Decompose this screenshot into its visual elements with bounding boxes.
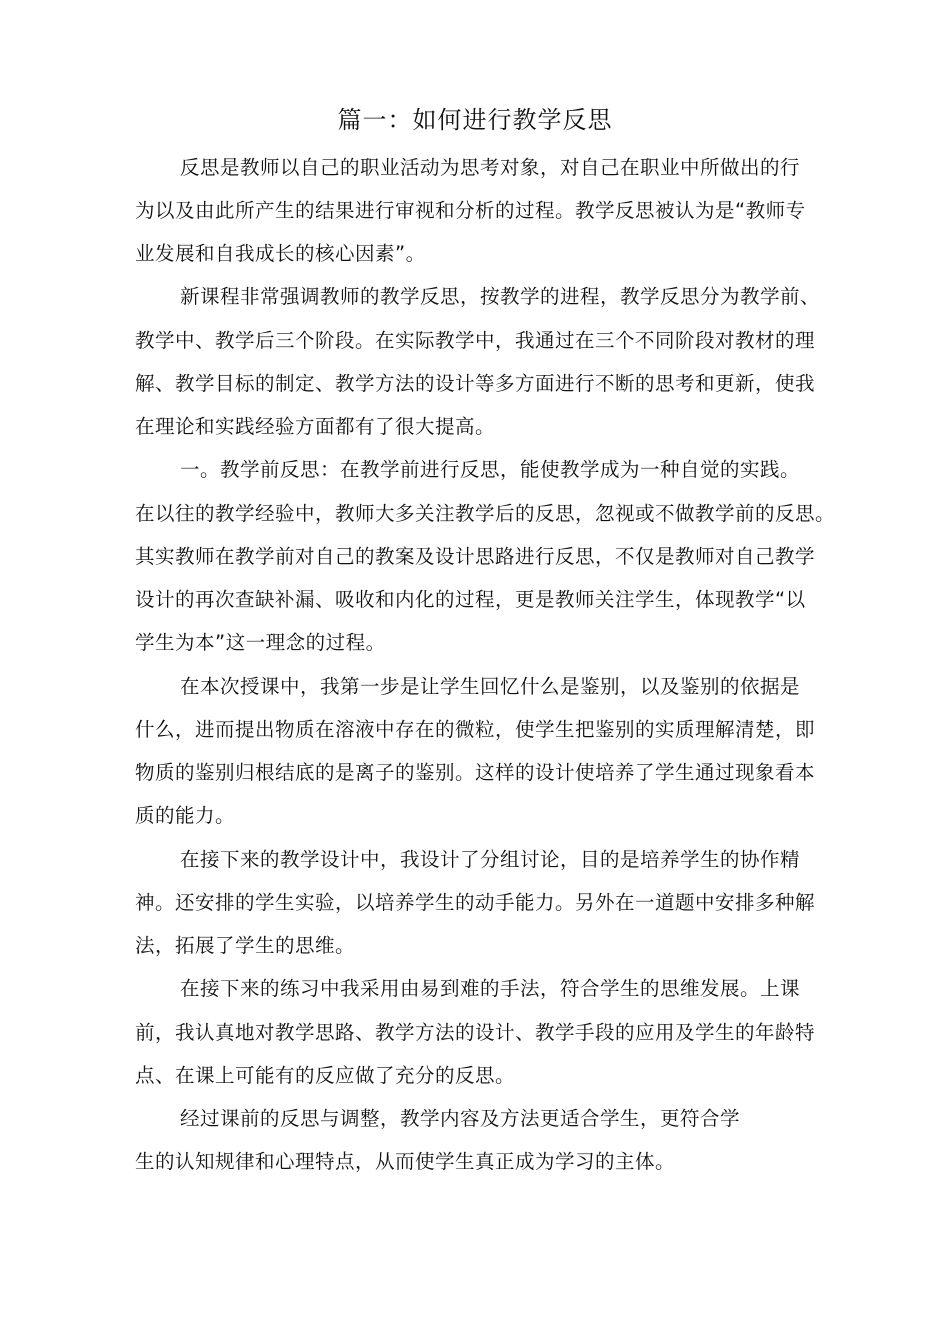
text-line: 生的认知规律和心理特点，从而使学生真正成为学习的主体。 bbox=[135, 1150, 676, 1173]
text-line: 一。教学前反思：在教学前进行反思，能使教学成为一种自觉的实践。 bbox=[180, 458, 801, 481]
text-line: 新课程非常强调教师的教学反思，按教学的进程，教学反思分为教学前、 bbox=[180, 285, 821, 308]
text-line: 法，拓展了学生的思维。 bbox=[135, 934, 356, 957]
text-line: 质的能力。 bbox=[135, 804, 236, 827]
text-line: 业发展和自我成长的核心因素”。 bbox=[135, 242, 426, 265]
text-line: 学生为本”这一理念的过程。 bbox=[135, 631, 386, 654]
text-line: 反思是教师以自己的职业活动为思考对象，对自己在职业中所做出的行 bbox=[180, 156, 801, 179]
text-line: 设计的再次查缺补漏、吸收和内化的过程，更是教师关注学生，体现教学“以 bbox=[135, 588, 806, 611]
text-line: 其实教师在教学前对自己的教案及设计思路进行反思，不仅是教师对自己教学 bbox=[135, 545, 816, 568]
text-line: 在本次授课中，我第一步是让学生回忆什么是鉴别，以及鉴别的依据是 bbox=[180, 675, 801, 698]
text-line: 在以往的教学经验中，教师大多关注教学后的反思，忽视或不做教学前的反思。 bbox=[135, 502, 836, 525]
text-line: 为以及由此所产生的结果进行审视和分析的过程。教学反思被认为是“教师专 bbox=[135, 199, 806, 222]
text-line: 什么，进而提出物质在溶液中存在的微粒，使学生把鉴别的实质理解清楚，即 bbox=[135, 718, 816, 741]
text-line: 点、在课上可能有的反应做了充分的反思。 bbox=[135, 1064, 516, 1087]
text-line: 物质的鉴别归根结底的是离子的鉴别。这样的设计使培养了学生通过现象看本 bbox=[135, 761, 816, 784]
text-line: 在理论和实践经验方面都有了很大提高。 bbox=[135, 415, 496, 438]
text-line: 经过课前的反思与调整，教学内容及方法更适合学生，更符合学 bbox=[180, 1107, 741, 1130]
text-line: 神。还安排的学生实验，以培养学生的动手能力。另外在一道题中安排多种解 bbox=[135, 891, 816, 914]
document-title: 篇一：如何进行教学反思 bbox=[337, 106, 613, 134]
text-line: 在接下来的教学设计中，我设计了分组讨论，目的是培养学生的协作精 bbox=[180, 848, 801, 871]
text-line: 在接下来的练习中我采用由易到难的手法，符合学生的思维发展。上课 bbox=[180, 977, 801, 1000]
text-line: 教学中、教学后三个阶段。在实际教学中，我通过在三个不同阶段对教材的理 bbox=[135, 329, 816, 352]
text-line: 解、教学目标的制定、教学方法的设计等多方面进行不断的思考和更新，使我 bbox=[135, 372, 816, 395]
text-line: 前，我认真地对教学思路、教学方法的设计、教学手段的应用及学生的年龄特 bbox=[135, 1021, 816, 1044]
